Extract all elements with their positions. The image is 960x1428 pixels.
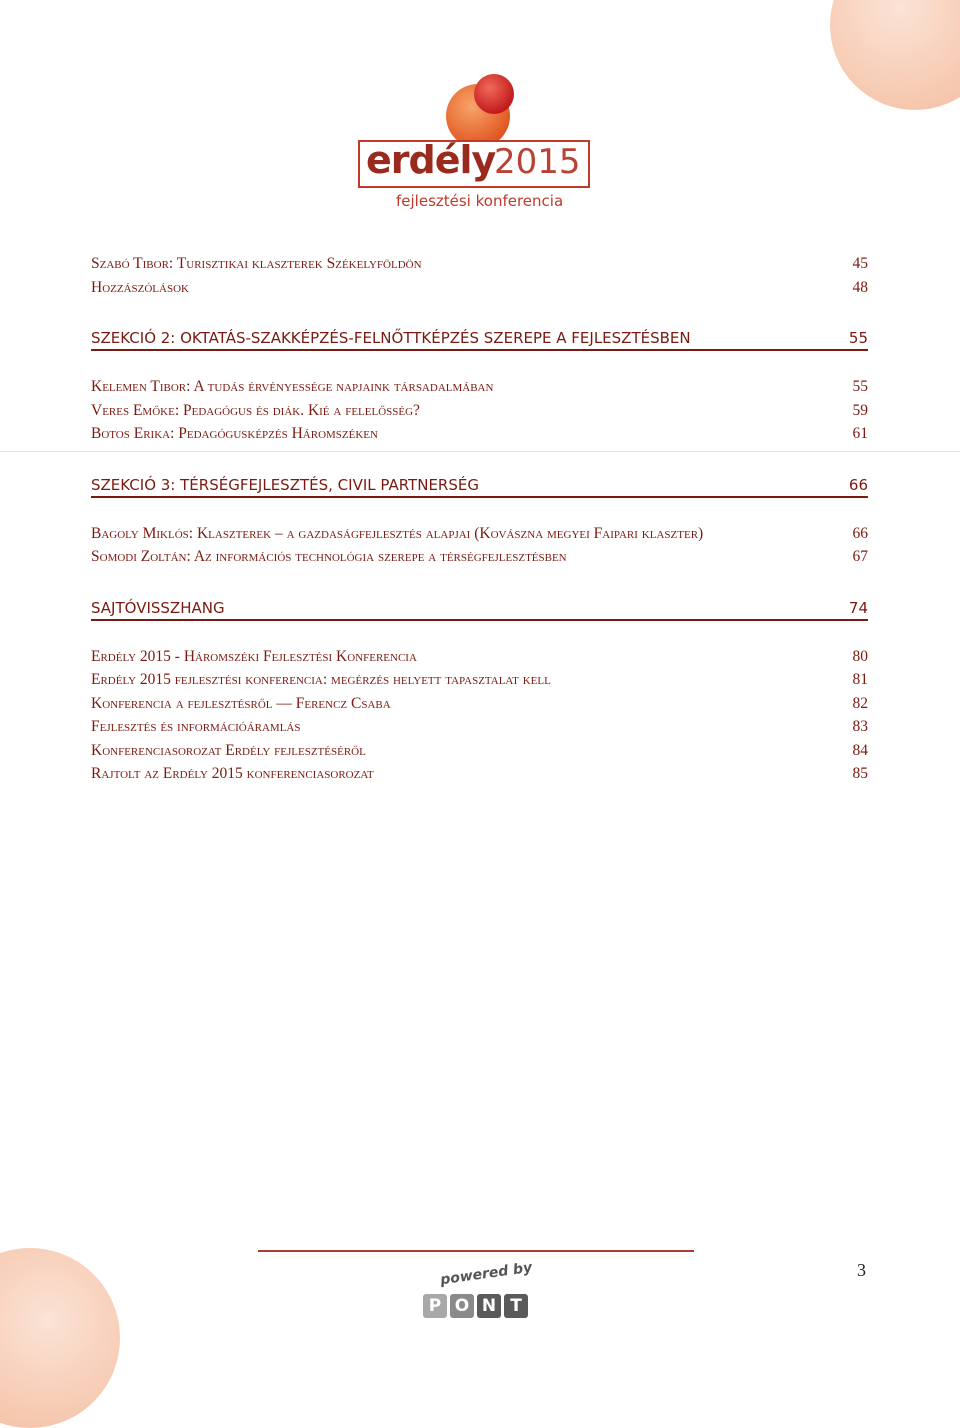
toc-entry[interactable] [91, 762, 868, 786]
toc-section-title: SAJTÓVISSZHANG [91, 598, 225, 617]
pont-letter: T [504, 1294, 528, 1318]
toc-entry[interactable] [91, 399, 868, 423]
toc-entry-page: 84 [852, 741, 868, 759]
toc-entry-title: Konferencia a fejlesztésről — Ferencz Csaba [91, 694, 391, 712]
toc-entry[interactable] [91, 522, 868, 546]
logo-balls-icon [436, 68, 526, 148]
toc-entry-page: 82 [852, 694, 868, 712]
corner-decoration-top-right [830, 0, 960, 110]
toc-entry[interactable] [91, 739, 868, 763]
toc-entry-title: Fejlesztés és információáramlás [91, 718, 301, 735]
toc-entry[interactable] [91, 545, 868, 569]
toc-entry-page: 67 [852, 548, 868, 565]
pont-letter: N [477, 1294, 501, 1318]
toc-section-page: 66 [848, 475, 868, 494]
toc-section-heading[interactable] [91, 597, 868, 621]
toc-entry-title: Erdély 2015 fejlesztési konferencia: megérzés helyett tapasztalat kell [91, 671, 551, 688]
toc-entry[interactable] [91, 645, 868, 669]
toc-section-heading[interactable] [91, 327, 868, 351]
toc-entry-page: 66 [852, 524, 868, 542]
logo-name: erdély [366, 138, 496, 182]
toc-entry[interactable] [91, 692, 868, 716]
table-of-contents [91, 252, 868, 786]
toc-entry-page: 59 [852, 401, 868, 419]
conference-logo [358, 68, 594, 218]
toc-entry[interactable] [91, 668, 868, 692]
footer-rule [258, 1250, 694, 1252]
toc-entry-title: Hozzászólások [91, 278, 189, 296]
toc-entry-title: Szabó Tibor: Turisztikai klaszterek Székelyföldön [91, 255, 422, 272]
toc-section-heading[interactable] [91, 474, 868, 498]
toc-entry[interactable] [91, 252, 868, 276]
toc-section-page: 74 [848, 598, 868, 617]
toc-entry-title: Botos Erika: Pedagógusképzés Háromszéken [91, 425, 378, 442]
toc-entry-page: 85 [852, 765, 868, 782]
pont-letter: P [423, 1294, 447, 1318]
logo-subtitle: fejlesztési konferencia [396, 192, 564, 210]
toc-entry-title: Somodi Zoltán: Az információs technológia szerepe a térségfejlesztésben [91, 548, 567, 565]
toc-entry-title: Rajtolt az Erdély 2015 konferenciasorozat [91, 765, 374, 782]
toc-entry-page: 83 [852, 718, 868, 735]
toc-entry-page: 61 [852, 425, 868, 442]
toc-entry[interactable] [91, 375, 868, 399]
toc-section-title: SZEKCIÓ 2: OKTATÁS-SZAKKÉPZÉS-FELNŐTTKÉPZÉS SZEREPE A FEJLESZTÉSBEN [91, 329, 691, 347]
toc-section-title: SZEKCIÓ 3: TÉRSÉGFEJLESZTÉS, CIVIL PARTNERSÉG [91, 475, 479, 494]
pont-letter: O [450, 1294, 474, 1318]
toc-entry-title: Erdély 2015 - Háromszéki Fejlesztési Konferencia [91, 647, 417, 665]
pont-logo [423, 1294, 528, 1318]
toc-section-page: 55 [848, 329, 868, 347]
toc-entry-title: Konferenciasorozat Erdély fejlesztéséről [91, 741, 366, 759]
toc-entry-title: Kelemen Tibor: A tudás érvényessége napjaink társadalmában [91, 378, 494, 395]
toc-entry[interactable] [91, 422, 868, 446]
toc-entry-page: 81 [852, 671, 868, 688]
logo-year: 2015 [494, 142, 581, 182]
toc-entry-page: 48 [852, 278, 868, 296]
toc-entry[interactable] [91, 276, 868, 300]
toc-entry-title: Veres Emőke: Pedagógus és diák. Kié a felelősség? [91, 401, 420, 419]
toc-entry-page: 80 [852, 647, 868, 665]
toc-entry-page: 55 [852, 378, 868, 395]
page-number: 3 [857, 1260, 866, 1280]
toc-entry-page: 45 [852, 255, 868, 272]
toc-entry-title: Bagoly Miklós: Klaszterek – a gazdaságfejlesztés alapjai (Kovászna megyei Faipari klaszter) [91, 524, 704, 542]
powered-by-label: powered by [439, 1259, 534, 1289]
toc-entry[interactable] [91, 715, 868, 739]
corner-decoration-bottom-left [0, 1248, 120, 1428]
